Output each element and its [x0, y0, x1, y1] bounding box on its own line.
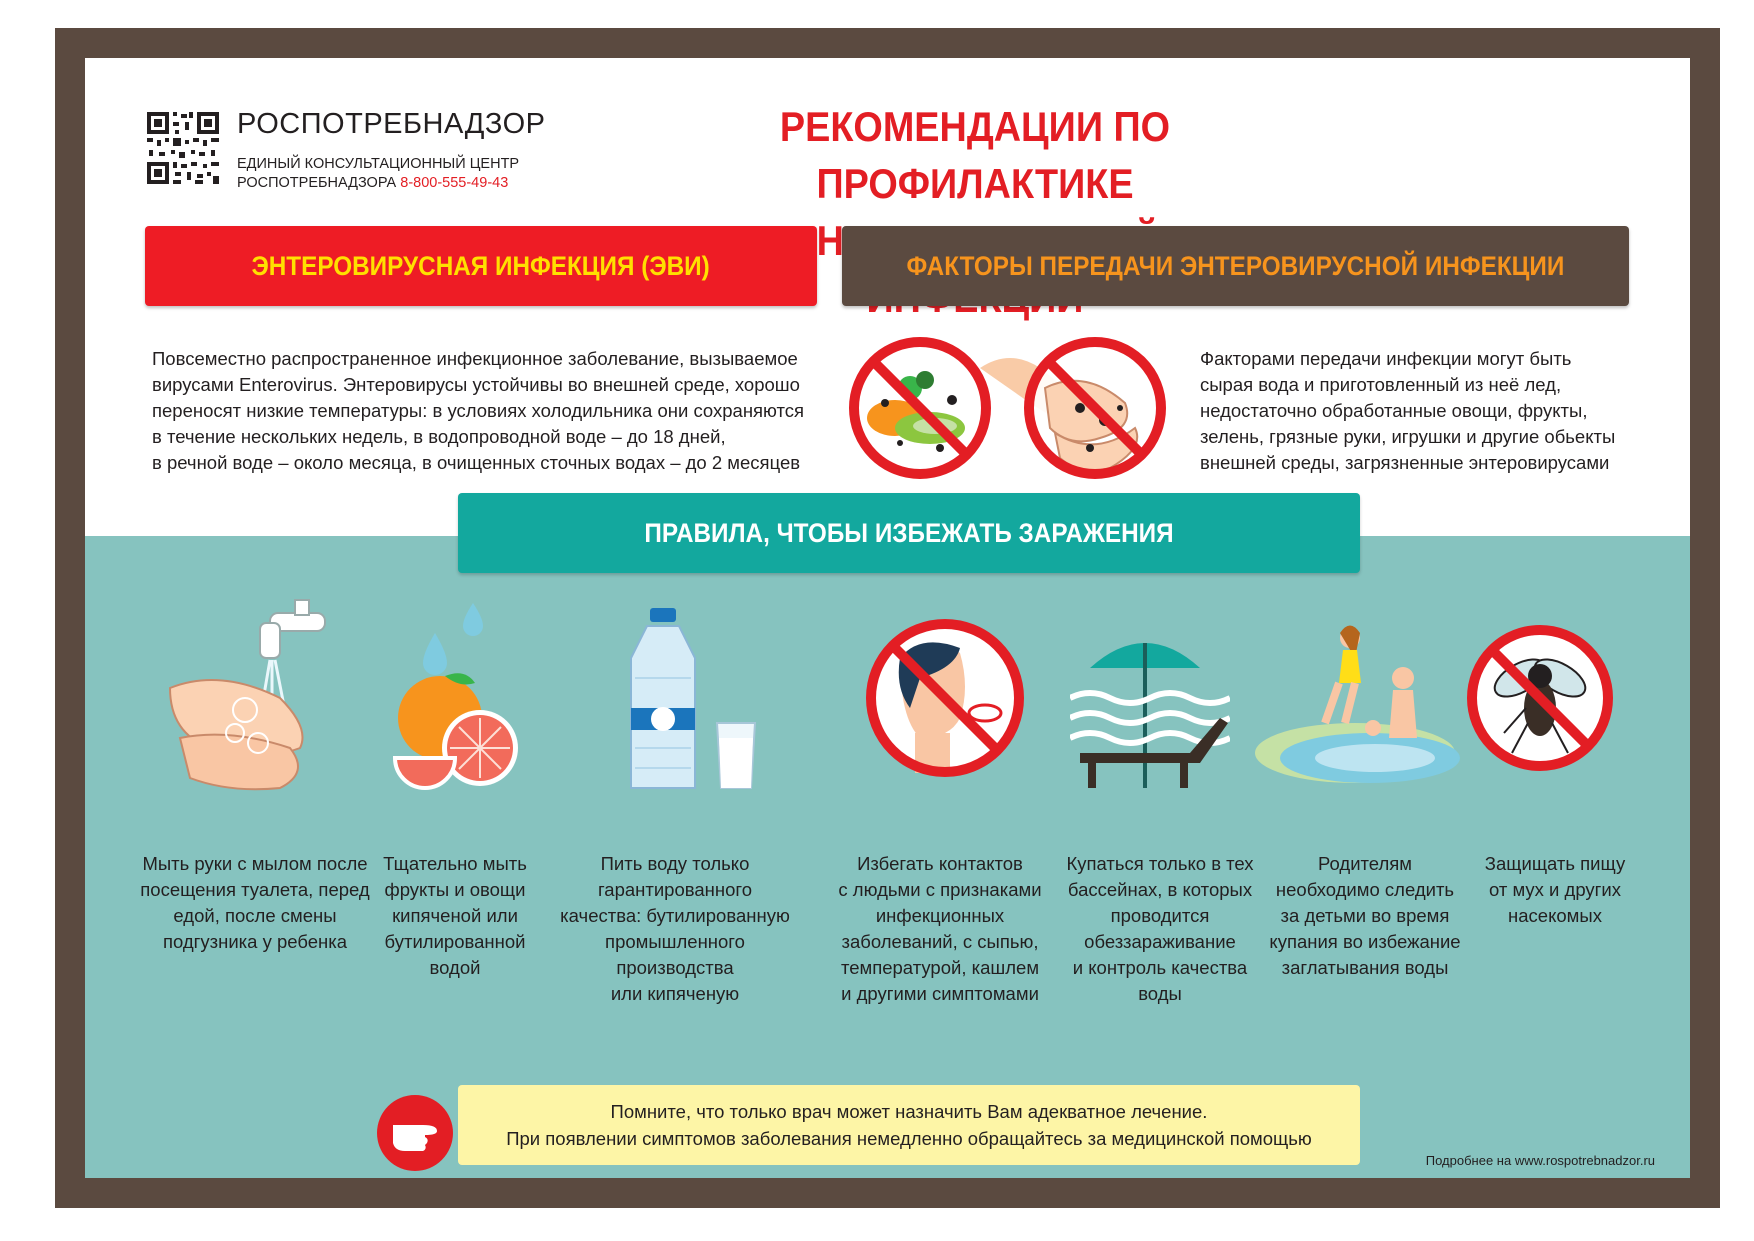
- rule-line: Родителям: [1317, 853, 1412, 874]
- rule-line: посещения туалета, перед: [140, 879, 370, 900]
- rule-line: с людьми с признаками: [838, 879, 1042, 900]
- title-line1: РЕКОМЕНДАЦИИ ПО ПРОФИЛАКТИКЕ: [779, 103, 1171, 207]
- rule-line: водой: [429, 957, 481, 978]
- rule-line: воды: [1138, 983, 1182, 1004]
- poster-frame: [55, 28, 1720, 1208]
- rule-line: едой, после смены: [173, 905, 337, 926]
- factors-line: Факторами передачи инфекции могут быть: [1200, 348, 1572, 369]
- org-sub-line2: РОСПОТРЕБНАДЗОРА: [237, 175, 397, 191]
- handwash-icon: [160, 598, 345, 798]
- more-info-link: Подробнее на www.rospotrebnadzor.ru: [1425, 1153, 1655, 1168]
- rule-line: необходимо следить: [1275, 879, 1455, 900]
- factors-line: зелень, грязные руки, игрушки и другие обьекты: [1200, 426, 1616, 447]
- rule-line: насекомых: [1508, 905, 1602, 926]
- rule-line: температурой, кашлем: [840, 957, 1040, 978]
- rule-line: заболеваний, с сыпью,: [841, 931, 1039, 952]
- factors-header: [842, 226, 1629, 306]
- rule-line: бутилированной: [384, 931, 526, 952]
- rules-header-text: ПРАВИЛА, ЧТОБЫ ИЗБЕЖАТЬ ЗАРАЖЕНИЯ: [644, 517, 1174, 548]
- rule-line: кипяченой или: [392, 905, 518, 926]
- factors-description: [1200, 346, 1615, 476]
- rule-line: и контроль качества: [1072, 957, 1248, 978]
- rule-line: производства: [616, 957, 734, 978]
- evi-line: в течение нескольких недель, в водопроводной воде – до 18 дней,: [152, 426, 726, 447]
- evi-description: [152, 346, 804, 476]
- org-name: РОСПОТРЕБНАДЗОР: [237, 108, 546, 140]
- no-dirty-hands-icon: [980, 338, 1165, 478]
- factors-line: недостаточно обработанные овощи, фрукты,: [1200, 400, 1588, 421]
- rule-line: подгузника у ребенка: [162, 931, 348, 952]
- evi-header: [145, 226, 817, 306]
- no-dirty-vegetables-icon: [850, 338, 990, 478]
- rule-line: от мух и других: [1489, 879, 1621, 900]
- note-line1: Помните, что только врач может назначить Вам адекватное лечение.: [610, 1101, 1208, 1122]
- evi-line: Повсеместно распространенное инфекционное заболевание, вызываемое: [152, 348, 798, 369]
- rule-line: за детьми во время: [1280, 905, 1450, 926]
- evi-line: в речной воде – около месяца, в очищенных сточных водах – до 2 месяцев: [152, 452, 801, 473]
- evi-line: вирусами Enterovirus. Энтеровирусы устойчивы во внешней среде, хорошо: [152, 374, 800, 395]
- rule-text-insects: [1470, 851, 1640, 929]
- evi-header-text: ЭНТЕРОВИРУСНАЯ ИНФЕКЦИЯ (ЭВИ): [251, 250, 711, 281]
- factors-line: внешней среды, загрязненные энтеровирусами: [1200, 452, 1610, 473]
- rule-line: обеззараживание: [1084, 931, 1236, 952]
- org-sub-line2-row: [237, 174, 519, 193]
- rule-line: фрукты и овощи: [384, 879, 526, 900]
- evi-line: переносят низкие температуры: в условиях холодильника они сохраняются: [152, 400, 805, 421]
- rule-line: Пить воду только: [600, 853, 750, 874]
- rule-line: Мыть руки с мылом после: [142, 853, 368, 874]
- qr-code-icon: [145, 110, 221, 186]
- rule-text-water: [555, 851, 795, 1007]
- rule-line: Купаться только в тех: [1066, 853, 1254, 874]
- rule-line: или кипяченую: [610, 983, 740, 1004]
- rule-line: и другими симптомами: [841, 983, 1039, 1004]
- rule-line: проводится: [1110, 905, 1210, 926]
- rule-line: Защищать пищу: [1484, 853, 1626, 874]
- note-line2: При появлении симптомов заболевания немедленно обращайтесь за медицинской помощью: [506, 1128, 1312, 1149]
- org-phone: 8-800-555-49-43: [400, 175, 509, 191]
- rule-line: Тщательно мыть: [383, 853, 527, 874]
- factors-header-text: ФАКТОРЫ ПЕРЕДАЧИ ЭНТЕРОВИРУСНОЙ ИНФЕКЦИИ: [906, 250, 1565, 281]
- rule-line: купания во избежание: [1269, 931, 1461, 952]
- rule-line: гарантированного: [597, 879, 753, 900]
- rules-header: [458, 493, 1360, 573]
- rule-line: заглатывания воды: [1281, 957, 1449, 978]
- poster: [85, 58, 1690, 1178]
- pointing-hand-icon: [375, 1093, 455, 1173]
- factors-line: сырая вода и приготовленный из неё лед,: [1200, 374, 1562, 395]
- rule-text-pool: [1050, 851, 1270, 1007]
- beach-icon: [1070, 598, 1230, 798]
- org-sub-line1: ЕДИНЫЙ КОНСУЛЬТАЦИОННЫЙ ЦЕНТР: [237, 156, 520, 172]
- rule-text-contact: [820, 851, 1060, 1007]
- rule-text-parents: [1260, 851, 1470, 981]
- rule-text-fruit: [370, 851, 540, 981]
- rule-line: инфекционных: [875, 905, 1005, 926]
- transmission-illustration: [840, 308, 1190, 508]
- rule-line: бассейнах, в которых: [1067, 879, 1253, 900]
- fruit-wash-icon: [385, 598, 525, 798]
- water-bottle-icon: [625, 598, 775, 798]
- rule-text-handwash: [140, 851, 370, 955]
- org-subtitle: [237, 155, 519, 193]
- swimming-family-icon: [1255, 598, 1465, 798]
- rule-line: качества: бутилированную: [560, 905, 790, 926]
- doctor-note: [458, 1085, 1360, 1165]
- rule-line: Избегать контактов: [857, 853, 1023, 874]
- no-contact-icon: [860, 598, 1030, 798]
- rule-line: промышленного: [605, 931, 745, 952]
- no-fly-icon: [1460, 598, 1620, 798]
